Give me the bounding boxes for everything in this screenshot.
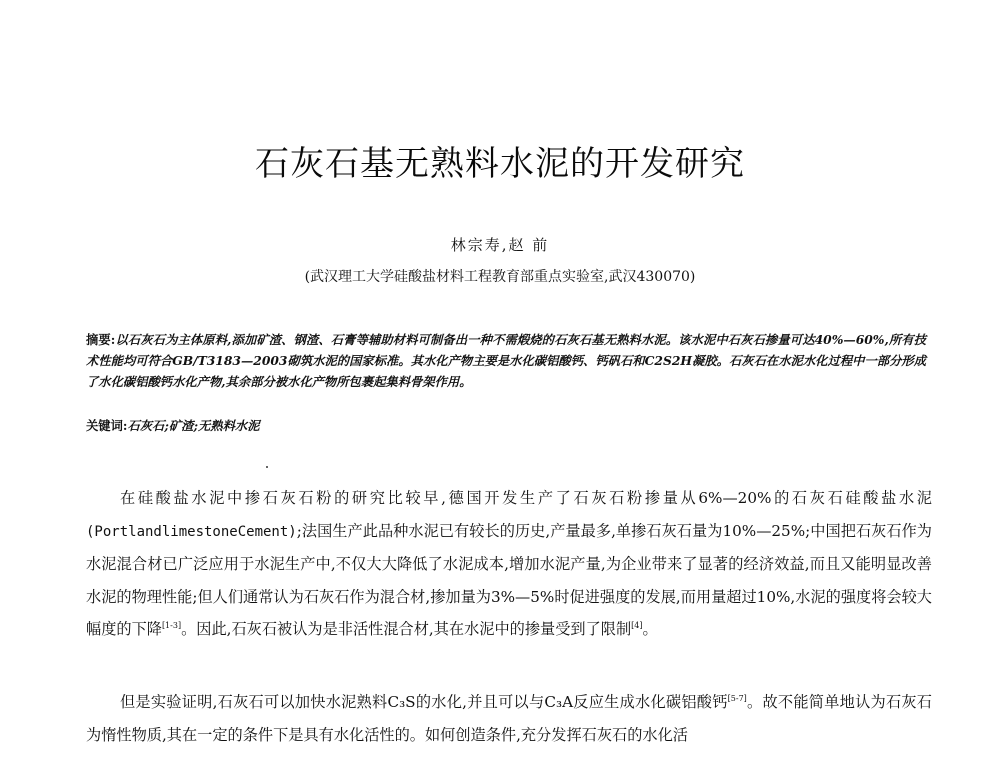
keywords-text: 石灰石;矿渣;无熟料水泥: [127, 418, 260, 433]
p1-text-e: 。: [642, 620, 658, 638]
scan-speck: [266, 466, 268, 468]
citation-1-3: [1-3]: [161, 620, 182, 630]
p1-text-d: 。因此,石灰石被认为是非活性混合材,其在水泥中的掺量受到了限制: [181, 620, 632, 638]
keywords-block: [86, 415, 926, 436]
p2-text-a: 但是实验证明,石灰石可以加快水泥熟料C₃S的水化,并且可以与C₃A反应生成水化碳铝酸钙: [120, 693, 728, 711]
abstract-label: 摘要:: [86, 332, 116, 347]
body-paragraph-2: [86, 686, 932, 751]
citation-4: [4]: [631, 620, 643, 630]
abstract-text: 以石灰石为主体原料,添加矿渣、钢渣、石膏等辅助材料可制备出一种不需煅烧的石灰石基无熟料水泥。该水泥中石灰石掺量可达40%—60%,所有技术性能均可符合GB/T3183—2003砌筑水泥的国家标准。其水化产物主要是水化碳铝酸钙、钙矾石和C2S2H凝胶。石灰石在水泥水化过程中一部分形成了水化碳铝酸钙水化产物,其余部分被水化产物所包裹起集料骨架作用。: [86, 332, 926, 389]
body-paragraph-1: [86, 482, 932, 646]
p1-text-c: ;法国生产此品种水泥已有较长的历史,产量最多,单掺石灰石量为10%—25%;中国把石灰石作为水泥混合材已广泛应用于水泥生产中,不仅大大降低了水泥成本,增加水泥产量,为企业带来了显著的经济效益,而且又能明显改善水泥的物理性能;但人们通常认为石灰石作为混合材,掺加量为3%—5%时促进强度的发展,而用量超过10%,水泥的强度将会较大幅度的下降: [86, 521, 932, 638]
article-authors: 林宗寿,赵 前: [450, 236, 550, 254]
p1-text-b: (PortlandlimestoneCement): [86, 523, 297, 540]
article-affiliation: (武汉理工大学硅酸盐材料工程教育部重点实验室,武汉430070): [304, 269, 696, 285]
p2-text-b: 。故不能简单地认为石灰石为惰性物质,其在一定的条件下是具有水化活性的。如何创造条件,充分发挥石灰石的水化活: [86, 693, 932, 744]
abstract-block: [86, 329, 926, 392]
citation-5-7: [5-7]: [727, 693, 747, 703]
keywords-label: 关键词:: [86, 418, 128, 433]
article-title: 石灰石基无熟料水泥的开发研究: [255, 144, 745, 184]
p1-text-a: 在硅酸盐水泥中掺石灰石粉的研究比较早,德国开发生产了石灰石粉掺量从6%—20%的石灰石硅酸盐水泥: [120, 489, 932, 507]
